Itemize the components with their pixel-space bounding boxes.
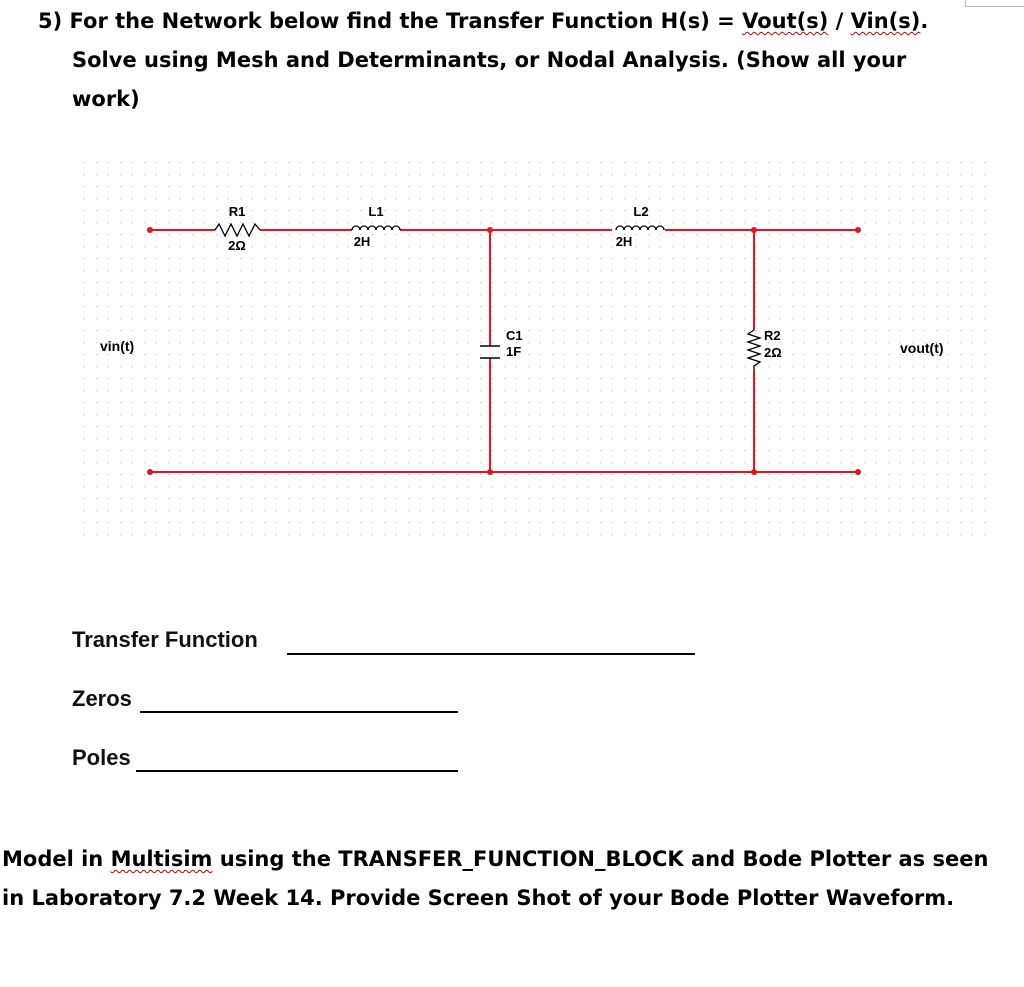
transfer-function-label: Transfer Function	[72, 627, 258, 652]
zeros-label: Zeros	[72, 686, 132, 711]
l1-name: L1	[368, 204, 384, 219]
r1-name: R1	[228, 204, 246, 219]
junction-dot	[147, 469, 153, 475]
circuit-schematic	[0, 150, 1024, 550]
r2-name: R2	[764, 328, 781, 343]
c1-name: C1	[506, 328, 523, 343]
l1-value: 2H	[353, 234, 371, 249]
r1-value: 2Ω	[228, 238, 246, 253]
instruction-paragraph: Model in Multisim using the TRANSFER_FUNCTION_BLOCK and Bode Plotter as seen in Laboratory 7.2 Week 14. Provide Screen Shot of your Bode Plotter Waveform.	[2, 847, 989, 910]
page-corner-tab	[965, 0, 1024, 7]
junction-dot	[855, 469, 861, 475]
grid-background	[76, 158, 991, 540]
input-label: vin(t)	[100, 338, 135, 354]
poles-label: Poles	[72, 745, 131, 770]
junction-dot	[487, 469, 493, 475]
vout-term: Vout(s)	[742, 9, 829, 33]
r2-value: 2Ω	[764, 345, 782, 360]
junction-dot	[751, 469, 757, 475]
output-label: vout(t)	[900, 340, 944, 356]
transfer-function-blank[interactable]	[287, 653, 695, 655]
c1-value: 1F	[506, 344, 522, 359]
junction-dot	[487, 227, 493, 233]
l2-value: 2H	[615, 234, 633, 249]
junction-dot	[147, 227, 153, 233]
question-line-1: 5) For the Network below find the Transfer Function H(s) = Vout(s) / Vin(s).	[38, 9, 929, 33]
vin-term: Vin(s)	[850, 9, 921, 33]
multisim-term: Multisim	[110, 847, 213, 871]
question-line-3: work)	[72, 87, 140, 111]
junction-dot	[751, 227, 757, 233]
zeros-blank[interactable]	[140, 711, 458, 713]
poles-blank[interactable]	[136, 770, 458, 772]
question-line-2: Solve using Mesh and Determinants, or Nodal Analysis. (Show all your	[72, 48, 907, 72]
l2-name: L2	[633, 204, 649, 219]
junction-dot	[855, 227, 861, 233]
